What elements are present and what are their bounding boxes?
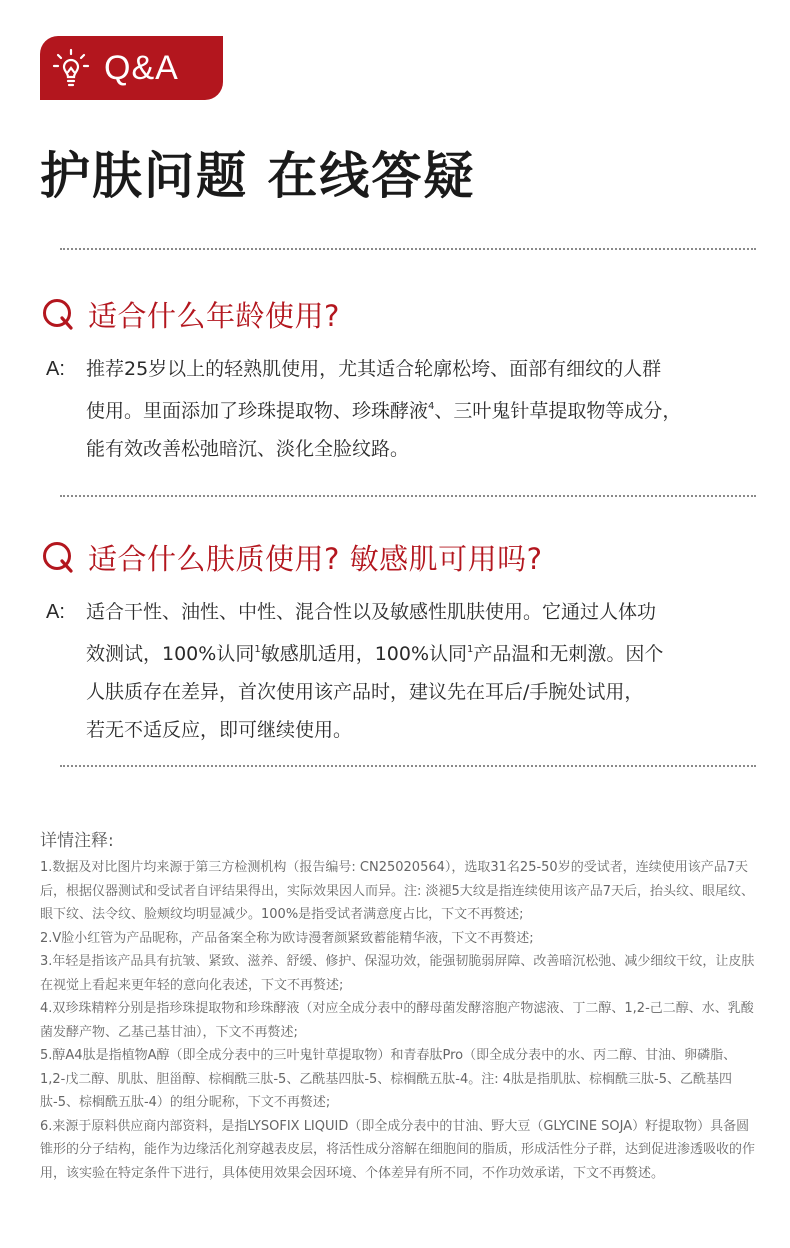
note-item: 2.V脸小红管为产品昵称，产品备案全称为欧诗漫奢颜紧致蓄能精华液，下文不再赘述; <box>40 930 534 946</box>
lightbulb-icon <box>50 47 92 89</box>
answer-line: 能有效改善松弛暗沉、淡化全脸纹路。 <box>86 438 410 460</box>
question-text: 适合什么肤质使用? 敏感肌可用吗? <box>88 541 543 576</box>
answer-line: 推荐25岁以上的轻熟肌使用，尤其适合轮廓松垮、面部有细纹的人群 <box>86 358 662 380</box>
footnote-ref: 4 <box>428 401 435 412</box>
answer-line: 适合干性、油性、中性、混合性以及敏感性肌肤使用。它通过人体功 <box>86 601 657 623</box>
answer-text <box>86 593 663 749</box>
question-row <box>40 292 756 336</box>
note-item: 4.双珍珠精粹分别是指珍珠提取物和珍珠酵液（对应全成分表中的酵母菌发酵溶胞产物滤液、丁二醇、1,2-己二醇、水、乳酸菌发酵产物、乙基己基甘油），下文不再赘述; <box>40 1001 754 1040</box>
badge-label: Q&A <box>104 48 179 87</box>
qa-badge <box>40 36 223 100</box>
answer-line: 若无不适反应，即可继续使用。 <box>86 719 353 741</box>
note-item: 6.来源于原料供应商内部资料，是指LYSOFIX LIQUID（即全成分表中的甘油、野大豆（GLYCINE SOJA）籽提取物）具备圆锥形的分子结构，能作为边缘活化剂穿越表皮层，将活性成分溶解在细胞间的脂质，形成活性分子群，达到促进渗透吸收的作用，该实验在特定条件下进行，具体使用效果会因环境、个体差异有所不同，不作功效承诺，下文不再赘述。 <box>40 1118 756 1181</box>
note-item: 3.年轻是指该产品具有抗皱、紧致、滋养、舒缓、修护、保湿功效，能强韧脆弱屏障、改善暗沉松弛、减少细纹干纹，让皮肤在视觉上看起来更年轻的意向化表述，下文不再赘述; <box>40 954 755 993</box>
footnote-ref: 1 <box>254 644 261 655</box>
footnote-ref: 1 <box>467 644 474 655</box>
q-icon <box>40 539 76 575</box>
answer-row <box>40 350 756 468</box>
notes-list <box>40 856 756 1185</box>
a-mark: A: <box>46 601 65 623</box>
q-icon <box>40 296 76 332</box>
answer-line: 使用。里面添加了珍珠提取物、珍珠酵液$^4$、三叶鬼针草提取物等成分， <box>86 400 682 422</box>
answer-line: 人肤质存在差异，首次使用该产品时，建议先在耳后/手腕处试用， <box>86 681 644 703</box>
notes-title: 详情注释: <box>40 831 114 851</box>
qa-item-skin-type <box>40 535 756 749</box>
note-item: 5.醇A4肽是指植物A醇（即全成分表中的三叶鬼针草提取物）和青春肽Pro（即全成分表中的水、丙二醇、甘油、卵磷脂、1,2-戊二醇、肌肽、胆甾醇、棕榈酰三肽-5、乙酰基四肽-5、棕榈酰五肽-4。注: 4肽是指肌肽、棕榈酰三肽-5、乙酰基四肽-5、棕榈酰五肽-4）的组分昵称，下文不再赘述; <box>40 1048 737 1110</box>
question-text: 适合什么年龄使用? <box>88 298 340 333</box>
page-title: 护肤问题 在线答疑 <box>40 147 476 205</box>
divider <box>60 765 756 767</box>
question-row <box>40 535 756 579</box>
qa-item-age <box>40 292 756 468</box>
answer-row <box>40 593 756 749</box>
a-mark: A: <box>46 358 65 380</box>
divider <box>60 248 756 250</box>
answer-text <box>86 350 681 468</box>
note-item: 1.数据及对比图片均来源于第三方检测机构（报告编号: CN25020564），选取31名25-50岁的受试者，连续使用该产品7天后，根据仪器测试和受试者自评结果得出，实际效果因人而异。注: 淡褪5大纹是指连续使用该产品7天后，抬头纹、眼尾纹、眼下纹、法令纹、脸颊纹均明显减少。100%是指受试者满意度占比，下文不再赘述; <box>40 860 755 922</box>
answer-line: 效测试，100%认同$^1$敏感肌适用，100%认同$^1$产品温和无刺激。因个 <box>86 643 664 665</box>
divider <box>60 495 756 497</box>
